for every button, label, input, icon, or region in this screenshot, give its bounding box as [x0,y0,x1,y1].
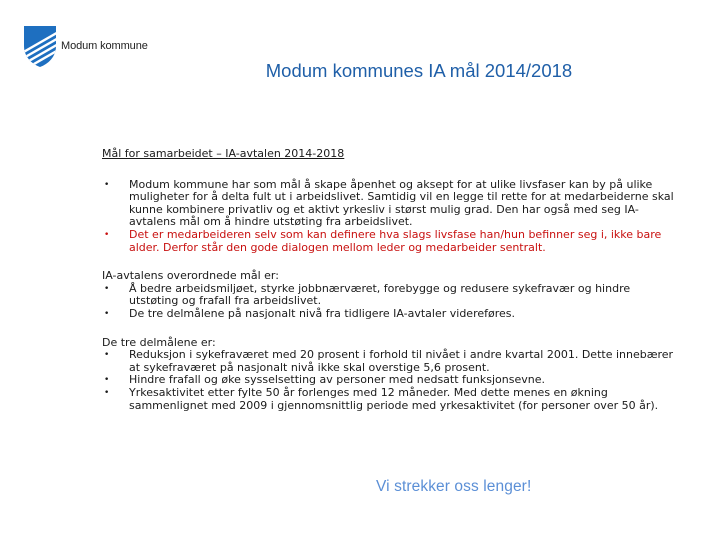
list-item: • De tre delmålene på nasjonalt nivå fra tidligere IA-avtaler videreføres. [102,308,674,321]
main-content [102,148,674,412]
list-item: • Yrkesaktivitet etter fylte 50 år forlenges med 12 måneder. Med dette menes en økning sammenlignet med 2009 i gjennomsnittlig periode med yrkesaktivitet (for personer over 50 år). [102,387,674,412]
page-title: Modum kommunes IA mål 2014/2018 [265,60,573,81]
sub-goals-list [102,349,674,412]
list-item: • Modum kommune har som mål å skape åpenhet og aksept for at ulike livsfaser kan by på ulike muligheter for å delta fult ut i arbeidslivet. Samtidig vil en legge til rette for at medarbeiderne skal kunne kombinere privatliv og et aktivt yrkesliv i størst mulig grad. Den har også med seg IA-avtalens mål om å hindre utstøting fra arbeidslivet. [102,179,674,229]
list-item-highlight: • Det er medarbeideren selv som kan definere hva slags livsfase han/hun befinner seg i, ikke bare alder. Derfor står den gode dialogen mellom leder og medarbeider sentralt. [102,229,674,254]
list-item: • Hindre frafall og øke sysselsetting av personer med nedsatt funksjonsevne. [102,374,674,387]
section-title: IA-avtalens overordnede mål er: [102,269,279,283]
section-title: De tre delmålene er: [102,335,216,349]
section-heading: Mål for samarbeidet – IA-avtalen 2014-2018 [102,147,345,160]
sub-goals-section [102,337,674,413]
list-item: • Reduksjon i sykefraværet med 20 prosent i forhold til nivået i andre kvartal 2001. Dette innebærer at sykefraværet på nasjonalt nivå ikke skal overstige 5,6 prosent. [102,349,674,374]
tagline: Vi strekker oss lenger! [376,478,532,495]
goals-list [102,179,674,255]
list-item: • Å bedre arbeidsmiljøet, styrke jobbnærværet, forebygge og redusere sykefravær og hindre utstøting og frafall fra arbeidslivet. [102,283,674,308]
logo-text: Modum kommune [61,40,148,52]
ia-goals-list [102,283,674,321]
ia-goals-section [102,270,674,320]
